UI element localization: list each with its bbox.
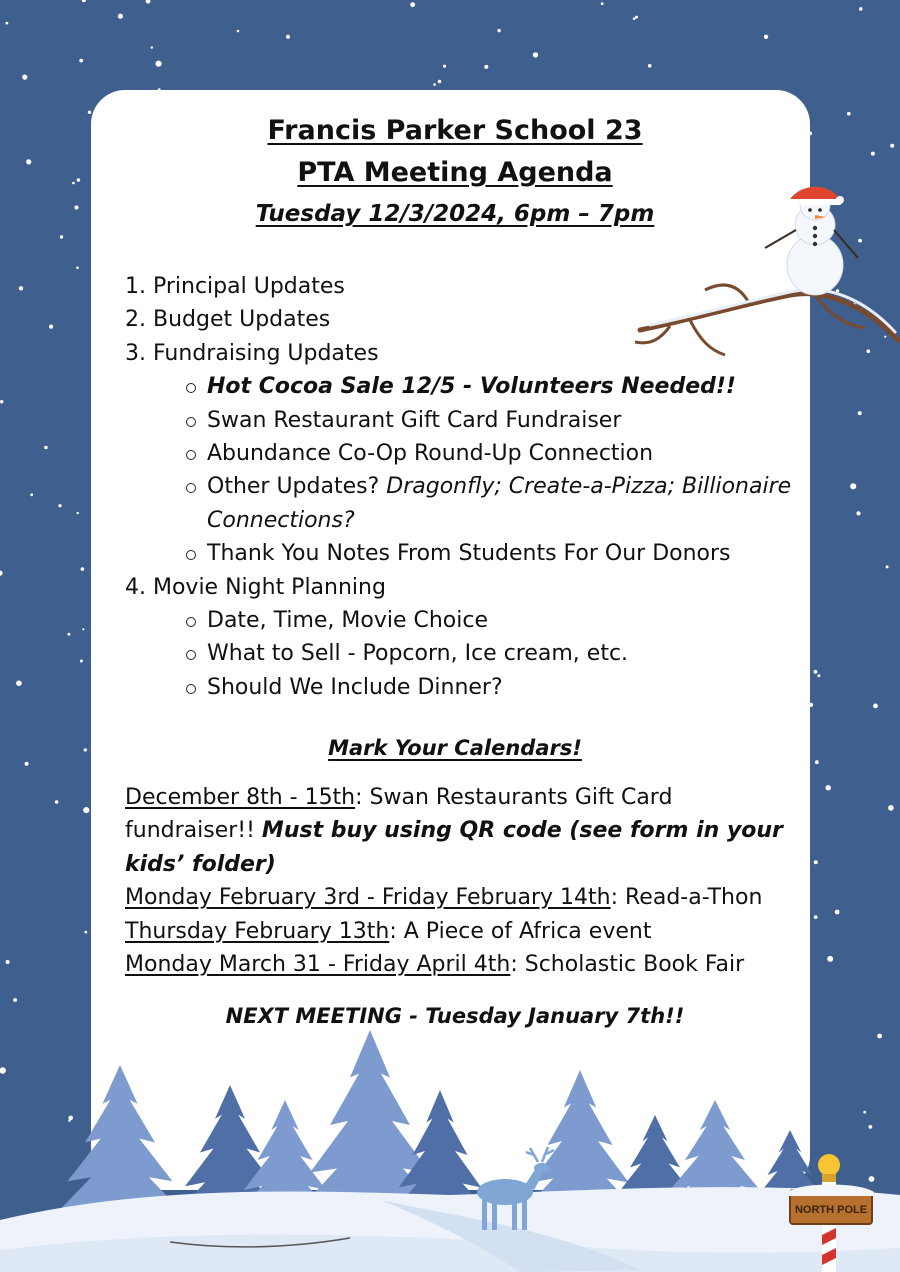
snowflake-icon bbox=[44, 446, 48, 450]
meeting-title: PTA Meeting Agenda bbox=[297, 157, 613, 188]
snowflake-icon bbox=[156, 61, 162, 67]
snowflake-icon bbox=[237, 30, 240, 33]
snowflake-icon bbox=[19, 286, 23, 290]
snowflake-icon bbox=[817, 674, 820, 677]
snowflake-icon bbox=[0, 400, 3, 403]
north-pole-sign-label: NORTH POLE bbox=[794, 1204, 868, 1216]
next-meeting: NEXT MEETING - Tuesday January 7th!! bbox=[225, 1004, 685, 1028]
fundraising-sublist bbox=[125, 370, 805, 570]
snowflake-icon bbox=[6, 960, 10, 964]
snowflake-icon bbox=[850, 483, 856, 489]
snowflake-icon bbox=[13, 998, 17, 1002]
calendar-event: Monday March 31 - Friday April 4th: Scholastic Book Fair bbox=[125, 952, 745, 978]
snowflake-icon bbox=[25, 762, 29, 766]
snowman-branch-illustration bbox=[630, 180, 900, 380]
snowflake-icon bbox=[82, 0, 86, 2]
snowflake-icon bbox=[871, 152, 875, 156]
snowflake-icon bbox=[60, 235, 63, 238]
snowflake-icon bbox=[886, 565, 889, 568]
snowflake-icon bbox=[890, 144, 894, 148]
snowflake-icon bbox=[533, 52, 538, 57]
meeting-date: Tuesday 12/3/2024, 6pm – 7pm bbox=[255, 201, 655, 227]
snowflake-icon bbox=[873, 704, 878, 709]
calendar-event: Thursday February 13th: A Piece of Africa event bbox=[125, 918, 652, 944]
snowflake-icon bbox=[77, 178, 81, 182]
snowflake-icon bbox=[83, 807, 89, 813]
snowflake-icon bbox=[26, 159, 31, 164]
snowflake-icon bbox=[22, 75, 27, 80]
snowflake-icon bbox=[847, 112, 851, 116]
movie-night-sublist bbox=[125, 604, 805, 704]
snowflake-icon bbox=[856, 511, 860, 515]
snowman-icon bbox=[765, 187, 858, 295]
snowflake-icon bbox=[118, 14, 123, 19]
snowflake-icon bbox=[835, 910, 840, 915]
snowflake-icon bbox=[146, 0, 151, 4]
snowflake-icon bbox=[82, 628, 84, 630]
sub-item: Abundance Co-Op Round-Up Connection bbox=[207, 437, 805, 470]
agenda-item: 3. Fundraising Updates Hot Cocoa Sale 12/5 - Volunteers Needed!! Swan Restaurant Gift Card Fundraiser Abundance Co-Op Round-Up Connection Other Updates? Dragonfly; Create-a-Pizza; Billionaire Connections? Thank You Notes From Students For Our Donors bbox=[125, 337, 805, 571]
calendar-event: Monday February 3rd - Friday February 14th: Read-a-Thon bbox=[125, 885, 763, 911]
snowflake-icon bbox=[814, 915, 818, 919]
snowflake-icon bbox=[84, 748, 87, 751]
snowflake-icon bbox=[888, 805, 894, 811]
snowflake-icon bbox=[77, 512, 79, 514]
snowflake-icon bbox=[286, 35, 290, 39]
sub-item: Thank You Notes From Students For Our Donors bbox=[207, 537, 805, 570]
snowflake-icon bbox=[49, 325, 53, 329]
sub-item: Hot Cocoa Sale 12/5 - Volunteers Needed!! bbox=[207, 370, 805, 403]
snowflake-icon bbox=[84, 931, 87, 934]
snowflake-icon bbox=[859, 7, 863, 11]
snowflake-icon bbox=[815, 760, 819, 764]
snowflake-icon bbox=[16, 680, 22, 686]
snowflake-icon bbox=[0, 571, 3, 576]
agenda-item: 4. Movie Night Planning Date, Time, Movie Choice What to Sell - Popcorn, Ice cream, etc. Should We Include Dinner? bbox=[125, 571, 805, 705]
snowflake-icon bbox=[410, 2, 415, 7]
snowflake-icon bbox=[443, 65, 446, 68]
agenda-item: 2. Budget Updates bbox=[125, 307, 331, 333]
sub-item: Swan Restaurant Gift Card Fundraiser bbox=[207, 404, 805, 437]
snowflake-icon bbox=[6, 22, 9, 25]
snowflake-icon bbox=[76, 267, 79, 270]
snowflake-icon bbox=[635, 16, 638, 19]
snowflake-icon bbox=[814, 670, 818, 674]
snowflake-icon bbox=[67, 633, 70, 636]
calendar-event: December 8th - 15th: Swan Restaurants Gift Card fundraiser!! Must buy using QR code (see form in your kids’ folder) bbox=[125, 785, 783, 877]
sub-item: Should We Include Dinner? bbox=[207, 671, 805, 704]
agenda-item: 1. Principal Updates bbox=[125, 274, 345, 299]
snowflake-icon bbox=[81, 567, 85, 571]
snowflake-icon bbox=[55, 800, 59, 804]
snowflake-icon bbox=[484, 65, 488, 69]
school-name: Francis Parker School 23 bbox=[267, 115, 643, 146]
snowflake-icon bbox=[72, 182, 75, 185]
branch-icon bbox=[635, 285, 898, 355]
snowflake-icon bbox=[826, 785, 831, 790]
calendar-list bbox=[125, 781, 795, 981]
snowflake-icon bbox=[497, 29, 500, 32]
snowflake-icon bbox=[438, 80, 442, 84]
calendar-heading: Mark Your Calendars! bbox=[328, 736, 582, 760]
snowflake-icon bbox=[858, 411, 862, 415]
winter-landscape-illustration bbox=[0, 1020, 900, 1272]
snowflake-icon bbox=[633, 17, 636, 20]
snowflake-icon bbox=[827, 956, 833, 962]
snowflake-icon bbox=[648, 64, 652, 68]
snowflake-icon bbox=[80, 660, 83, 663]
sub-item: What to Sell - Popcorn, Ice cream, etc. bbox=[207, 637, 805, 670]
snowflake-icon bbox=[151, 46, 153, 48]
snowflake-icon bbox=[764, 35, 768, 39]
sub-item: Date, Time, Movie Choice bbox=[207, 604, 805, 637]
snowflake-icon bbox=[433, 83, 436, 86]
snowflake-icon bbox=[601, 2, 604, 5]
snowflake-icon bbox=[30, 493, 33, 496]
snowflake-icon bbox=[814, 860, 818, 864]
sub-item: Other Updates? Dragonfly; Create-a-Pizza; Billionaire Connections? bbox=[207, 470, 805, 537]
snowflake-icon bbox=[58, 504, 61, 507]
snowflake-icon bbox=[74, 205, 78, 209]
snowflake-icon bbox=[79, 59, 83, 63]
